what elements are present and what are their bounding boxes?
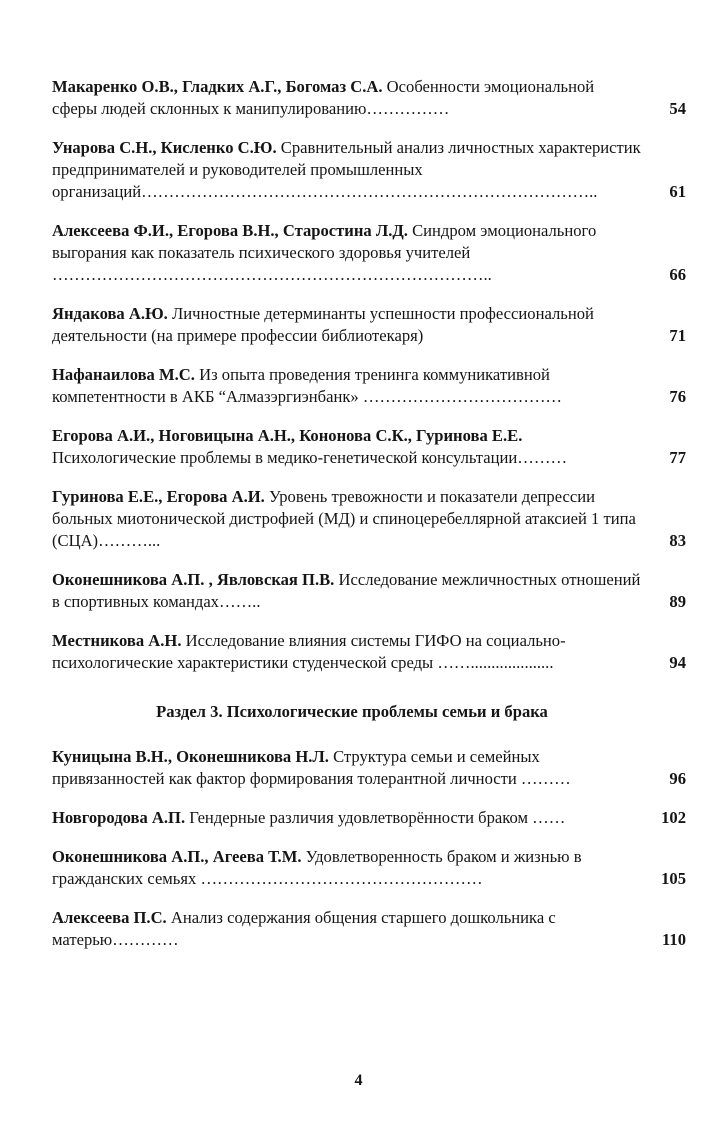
toc-entry-page: 94 [669, 653, 686, 672]
toc-entry-title: Из опыта проведения тренинга коммуникативной компетентности в АКБ “Алмазэргиэнбанк» ……………………………… [52, 365, 563, 406]
toc-entry-title: Анализ содержания общения старшего дошкольника с матерью………… [52, 908, 556, 949]
toc-entry-title: Личностные детерминанты успешности профессиональной деятельности (на примере профессии библиотекаря) [52, 304, 594, 345]
toc-entry-page: 61 [669, 182, 686, 201]
toc-entry-authors: Гуринова Е.Е., Егорова А.И. [52, 487, 265, 506]
toc-entry-text [52, 76, 642, 120]
toc-entry-text [52, 907, 642, 951]
toc-entry-authors: Новгородова А.П. [52, 808, 186, 827]
toc-entry [52, 76, 692, 120]
toc-entry-page: 71 [669, 326, 686, 345]
toc-entry [52, 569, 692, 613]
toc-entry [52, 364, 692, 408]
toc-entry-title: Исследование межличностных отношений в спортивных командах…….. [52, 570, 641, 611]
toc-entry-text [52, 137, 642, 203]
toc-entry [52, 486, 692, 552]
toc-entry-page: 105 [661, 869, 686, 888]
toc-entry-text [52, 846, 642, 890]
toc-entries-section-3 [52, 746, 692, 951]
toc-entry [52, 807, 692, 829]
toc-entry [52, 425, 692, 469]
toc-entry-authors: Куницына В.Н., Оконешникова Н.Л. [52, 747, 329, 766]
toc-entry-page: 76 [669, 387, 686, 406]
toc-entry-text [52, 630, 642, 674]
toc-entry-text [52, 364, 642, 408]
toc-entry-text [52, 807, 642, 829]
toc-entry-title: Структура семьи и семейных привязанностей как фактор формирования толерантной личности ……… [52, 747, 571, 788]
toc-entry-text [52, 746, 642, 790]
toc-entry-authors: Алексеева П.С. [52, 908, 167, 927]
toc-entry-authors: Оконешникова А.П. , Явловская П.В. [52, 570, 335, 589]
toc-entry-title: Синдром эмоционального выгорания как показатель психического здоровья учителей …………………………………………………………………….. [52, 221, 597, 284]
toc-entry-page: 102 [661, 808, 686, 827]
toc-entry-page: 110 [662, 930, 686, 949]
toc-entry-authors: Местникова А.Н. [52, 631, 182, 650]
toc-entry-page: 89 [669, 592, 686, 611]
toc-entry [52, 137, 692, 203]
toc-entry-text [52, 425, 642, 469]
toc-entry-authors: Макаренко О.В., Гладких А.Г., Богомаз С.А. [52, 77, 383, 96]
toc-entry [52, 303, 692, 347]
toc-entry-authors: Егорова А.И., Ноговицына А.Н., Кононова С.К., Гуринова Е.Е. [52, 426, 523, 445]
toc-entry [52, 220, 692, 286]
toc-entry-page: 66 [669, 265, 686, 284]
toc-entry-page: 54 [669, 99, 686, 118]
toc-entry-text [52, 569, 642, 613]
toc-entry-title: Удовлетворенность браком и жизнью в гражданских семьях …………………………………………… [52, 847, 582, 888]
toc-entry [52, 907, 692, 951]
toc-entry-authors: Яндакова А.Ю. [52, 304, 168, 323]
toc-entry-authors: Алексеева Ф.И., Егорова В.Н., Старостина Л.Д. [52, 221, 408, 240]
toc-entry [52, 630, 692, 674]
toc-entry-page: 77 [669, 448, 686, 467]
page-number: 4 [354, 1072, 363, 1089]
toc-entry-title: Психологические проблемы в медико-генетической консультации……… [52, 448, 568, 467]
toc-entry-text [52, 220, 642, 286]
toc-entry [52, 746, 692, 790]
toc-entry-title: Особенности эмоциональной сферы людей склонных к манипулированию…………… [52, 77, 595, 118]
toc-entries-section-2 [52, 76, 692, 674]
toc-entry-page: 96 [669, 769, 686, 788]
toc-entry [52, 846, 692, 890]
table-of-contents [52, 76, 692, 968]
toc-entry-title: Сравнительный анализ личностных характеристик предпринимателей и руководителей промышленных организаций……………………………………………………………………….. [52, 138, 641, 201]
toc-entry-title: Исследование влияния системы ГИФО на социально-психологические характеристики студенческой среды …….................... [52, 631, 566, 672]
toc-entry-title: Уровень тревожности и показатели депрессии больных миотонической дистрофией (МД) и спиноцеребеллярной атаксией 1 типа (СЦА)………... [52, 487, 636, 550]
toc-entry-authors: Унарова С.Н., Кисленко С.Ю. [52, 138, 277, 157]
toc-entry-authors: Оконешникова А.П., Агеева Т.М. [52, 847, 302, 866]
toc-entry-page: 83 [669, 531, 686, 550]
toc-entry-authors: Нафанаилова М.С. [52, 365, 195, 384]
toc-entry-title: Гендерные различия удовлетворённости браком …… [185, 808, 566, 827]
toc-entry-text [52, 303, 642, 347]
section-heading: Раздел 3. Психологические проблемы семьи и брака [156, 702, 548, 721]
toc-entry-text [52, 486, 642, 552]
